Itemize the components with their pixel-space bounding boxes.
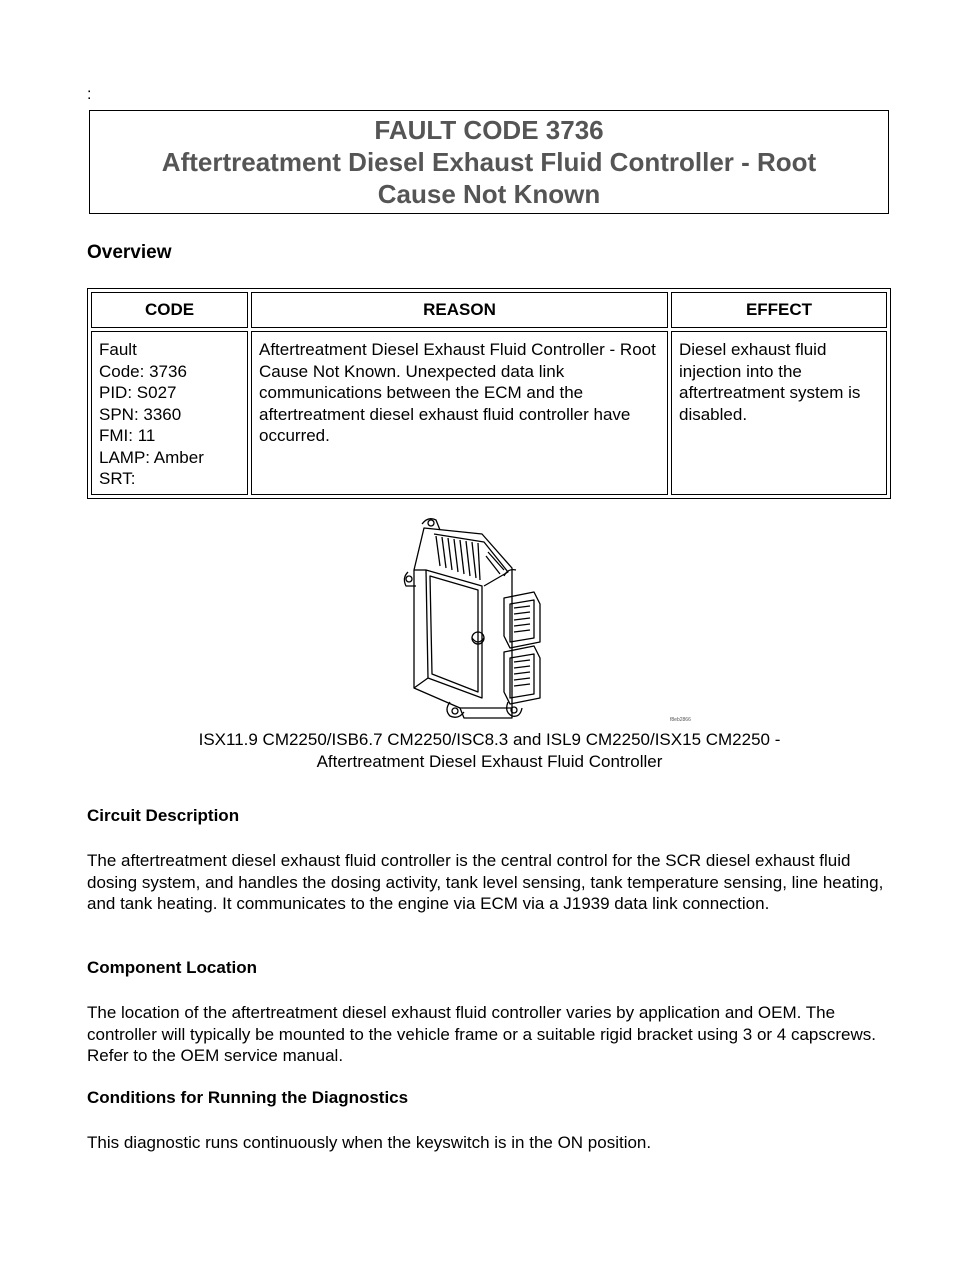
- colon-mark: :: [87, 86, 92, 103]
- table-header-row: [91, 292, 887, 328]
- header-code: CODE: [91, 292, 248, 328]
- circuit-description-text: The aftertreatment diesel exhaust fluid controller is the central control for the SCR diesel exhaust fluid dosing system, and handles the dosing activity, tank level sensing, tank temperature sensing, line heating, and tank heating. It communicates to the engine via ECM via a J1939 data link connection.: [87, 851, 884, 913]
- component-location-text: The location of the aftertreatment diesel exhaust fluid controller varies by application and OEM. The controller will typically be mounted to the vehicle frame or a suitable rigid bracket using 3 or 4 capscrews. Refer to the OEM service manual.: [87, 1003, 876, 1065]
- title-line-1: FAULT CODE 3736: [374, 115, 604, 145]
- overview-heading: Overview: [87, 242, 172, 263]
- code-line-pid: PID: S027: [99, 383, 177, 402]
- code-cell: [91, 331, 248, 495]
- conditions-text: This diagnostic runs continuously when the keyswitch is in the ON position.: [87, 1133, 652, 1152]
- code-line-fmi: FMI: 11: [99, 426, 156, 445]
- code-line-lamp: LAMP: Amber: [99, 447, 204, 467]
- reason-cell: Aftertreatment Diesel Exhaust Fluid Controller - Root Cause Not Known. Unexpected data link communications between the ECM and the aftertreatment diesel exhaust fluid controller have occurred.: [251, 331, 668, 495]
- caption-line-2: Aftertreatment Diesel Exhaust Fluid Controller: [316, 751, 663, 771]
- effect-cell: Diesel exhaust fluid injection into the aftertreatment system is disabled.: [671, 331, 887, 495]
- caption-line-1: ISX11.9 CM2250/ISB6.7 CM2250/ISC8.3 and ISL9 CM2250/ISX15 CM2250 -: [198, 730, 781, 749]
- conditions-heading: Conditions for Running the Diagnostics: [87, 1088, 409, 1107]
- figure-id: f8eb2866: [670, 717, 691, 723]
- def-controller-illustration: [400, 512, 570, 727]
- fault-code-table: [87, 288, 891, 499]
- code-line-fault: Fault: [99, 340, 137, 359]
- code-line-code: Code: 3736: [99, 361, 187, 381]
- fault-code-title: [89, 110, 889, 214]
- title-line-3: Cause Not Known: [377, 179, 601, 209]
- table-row: [91, 331, 887, 495]
- component-location-heading: Component Location: [87, 958, 257, 977]
- title-line-2: Aftertreatment Diesel Exhaust Fluid Controller - Root: [161, 147, 817, 177]
- figure-caption: [130, 729, 849, 772]
- header-reason: REASON: [251, 292, 668, 328]
- header-effect: EFFECT: [671, 292, 887, 328]
- code-line-srt: SRT:: [99, 469, 136, 488]
- circuit-description-heading: Circuit Description: [87, 806, 240, 825]
- code-line-spn: SPN: 3360: [99, 404, 182, 424]
